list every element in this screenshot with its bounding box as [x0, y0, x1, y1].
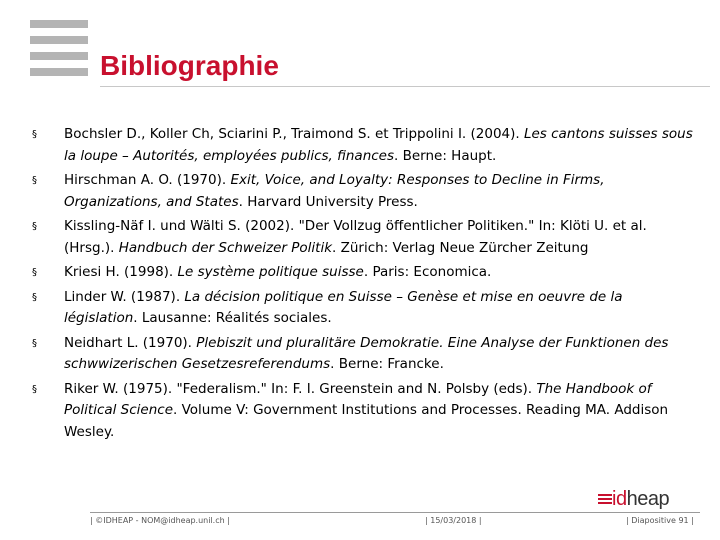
decorative-bar	[30, 36, 88, 44]
reference-item	[30, 216, 700, 259]
reference-text: Bochsler D., Koller Ch, Sciarini P., Traimond S. et Trippolini I. (2004).	[64, 126, 524, 142]
footer-divider	[90, 512, 700, 513]
reference-item	[30, 287, 700, 330]
bullet-icon: §	[32, 129, 37, 140]
reference-text: Hirschman A. O. (1970).	[64, 172, 231, 188]
bullet-icon: §	[32, 383, 37, 395]
reference-text: . Zürich: Verlag Neue Zürcher Zeitung	[332, 239, 589, 256]
bullet-icon: §	[32, 175, 37, 186]
reference-text: Linder W. (1987).	[64, 288, 185, 305]
reference-text: . Lausanne: Réalités sociales.	[133, 310, 332, 326]
logo-lines-icon	[598, 494, 612, 508]
reference-text: Neidhart L. (1970).	[64, 334, 197, 351]
reference-item	[30, 124, 700, 167]
logo-prefix: id	[612, 488, 627, 510]
reference-title: Plebiszit und pluralitäre Demokratie. Eine Analyse der Funktionen des schwwizerischen Gesetzesreferendums	[64, 334, 669, 372]
reference-title: Le système politique suisse	[177, 264, 364, 280]
bullet-icon: §	[32, 337, 37, 349]
reference-title: Les cantons suisses sous la loupe – Autorités, employées publics, finances	[64, 126, 693, 164]
reference-title: The Handbook of Political Science	[64, 380, 652, 418]
reference-item	[30, 333, 700, 376]
decorative-bar	[30, 20, 88, 28]
reference-text: . Berne: Haupt.	[394, 147, 497, 164]
reference-title: Exit, Voice, and Loyalty: Responses to Decline in Firms, Organizations, and States	[64, 172, 605, 210]
reference-list	[30, 124, 700, 446]
slide-title: Bibliographie	[100, 50, 279, 81]
reference-text: Kriesi H. (1998).	[64, 264, 178, 280]
reference-item	[30, 262, 700, 284]
decorative-bar	[30, 68, 88, 76]
reference-text: . Berne: Francke.	[330, 356, 444, 372]
logo-wordmark	[612, 488, 669, 511]
reference-text: Kissling-Näf I. und Wälti S. (2002). "Der Vollzug öffentlicher Politiken." In: Klöti U. et al. (Hrsg.).	[64, 218, 647, 256]
decorative-bar	[30, 52, 88, 60]
reference-item	[30, 170, 700, 213]
reference-text: Riker W. (1975). "Federalism." In: F. I. Greenstein and N. Polsby (eds).	[64, 380, 537, 397]
footer-slide-number: | Diapositive 91 |	[626, 516, 694, 525]
reference-item	[30, 379, 700, 444]
logo-suffix: heap	[626, 488, 670, 510]
bullet-icon: §	[32, 221, 37, 232]
reference-title: La décision politique en Suisse – Genèse et mise en oeuvre de la législation	[64, 288, 623, 326]
footer-date: | 15/03/2018 |	[425, 516, 482, 525]
decorative-bars	[30, 20, 88, 76]
reference-text: . Paris: Economica.	[363, 264, 492, 280]
idheap-logo	[598, 490, 690, 512]
footer-copyright: | ©IDHEAP - NOM@idheap.unil.ch |	[90, 516, 230, 525]
bullet-icon: §	[32, 291, 37, 303]
reference-title: Handbuch der Schweizer Politik	[118, 239, 333, 256]
reference-text: . Harvard University Press.	[238, 193, 418, 210]
title-divider	[100, 86, 710, 87]
bullet-icon: §	[32, 267, 37, 278]
reference-text: . Volume V: Government Institutions and Processes. Reading MA. Addison Wesley.	[64, 402, 669, 440]
